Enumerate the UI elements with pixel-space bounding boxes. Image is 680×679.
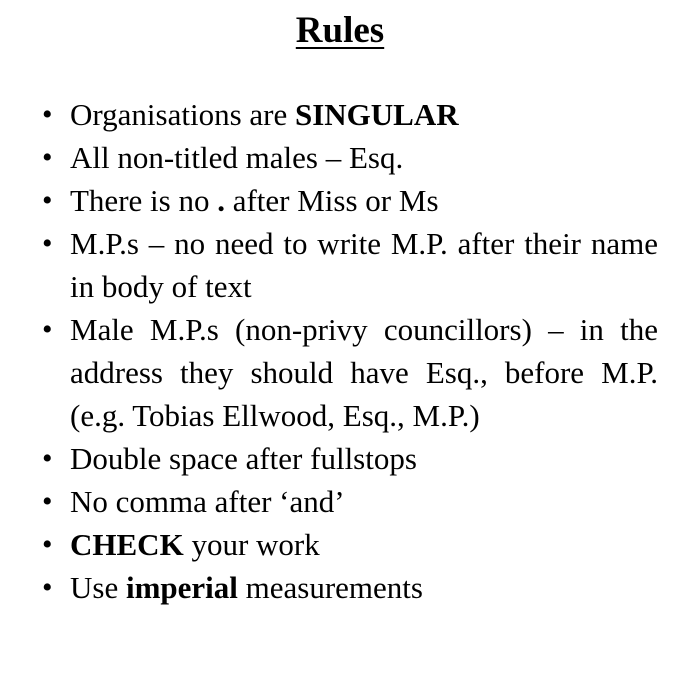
rule-text: Male M.P.s (non-privy councillors) – in the address they should have Esq., before M.P. (e.g. Tobias Ellwood, Esq., M.P.)	[70, 312, 658, 433]
rule-text: No comma after ‘and’	[70, 484, 345, 519]
rule-item-singular	[38, 93, 658, 136]
rule-text: Double space after fullstops	[70, 441, 417, 476]
bullet-icon: •	[42, 98, 53, 131]
bullet-icon: •	[42, 442, 53, 475]
rule-item-esq	[38, 136, 658, 179]
rule-text: M.P.s – no need to write M.P. after their name in body of text	[70, 226, 658, 304]
rule-item-male-mps	[38, 308, 658, 437]
rule-item-imperial	[38, 566, 658, 609]
bullet-icon: •	[42, 141, 53, 174]
page-title: Rules	[295, 10, 385, 51]
bullet-icon: •	[42, 313, 53, 346]
rule-emphasis: CHECK	[70, 527, 184, 562]
bullet-icon: •	[42, 184, 53, 217]
rules-list	[38, 93, 658, 609]
rule-emphasis: .	[217, 183, 225, 218]
rule-text: All non-titled males – Esq.	[70, 140, 404, 175]
rule-text: Organisations are	[70, 97, 295, 132]
rule-item-no-comma	[38, 480, 658, 523]
rule-text-end: measurements	[237, 570, 423, 605]
bullet-icon: •	[42, 571, 53, 604]
rule-emphasis: SINGULAR	[294, 97, 459, 132]
bullet-icon: •	[42, 227, 53, 260]
bullet-icon: •	[42, 485, 53, 518]
rule-emphasis: imperial	[125, 570, 238, 605]
rule-text: There is no	[70, 183, 218, 218]
rule-text: Use	[70, 570, 126, 605]
rule-item-mps-body	[38, 222, 658, 308]
bullet-icon: •	[42, 528, 53, 561]
rule-item-miss-ms	[38, 179, 658, 222]
rule-item-double-space	[38, 437, 658, 480]
rule-text-end: your work	[183, 527, 320, 562]
rule-text-end: after Miss or Ms	[224, 183, 439, 218]
rule-item-check	[38, 523, 658, 566]
